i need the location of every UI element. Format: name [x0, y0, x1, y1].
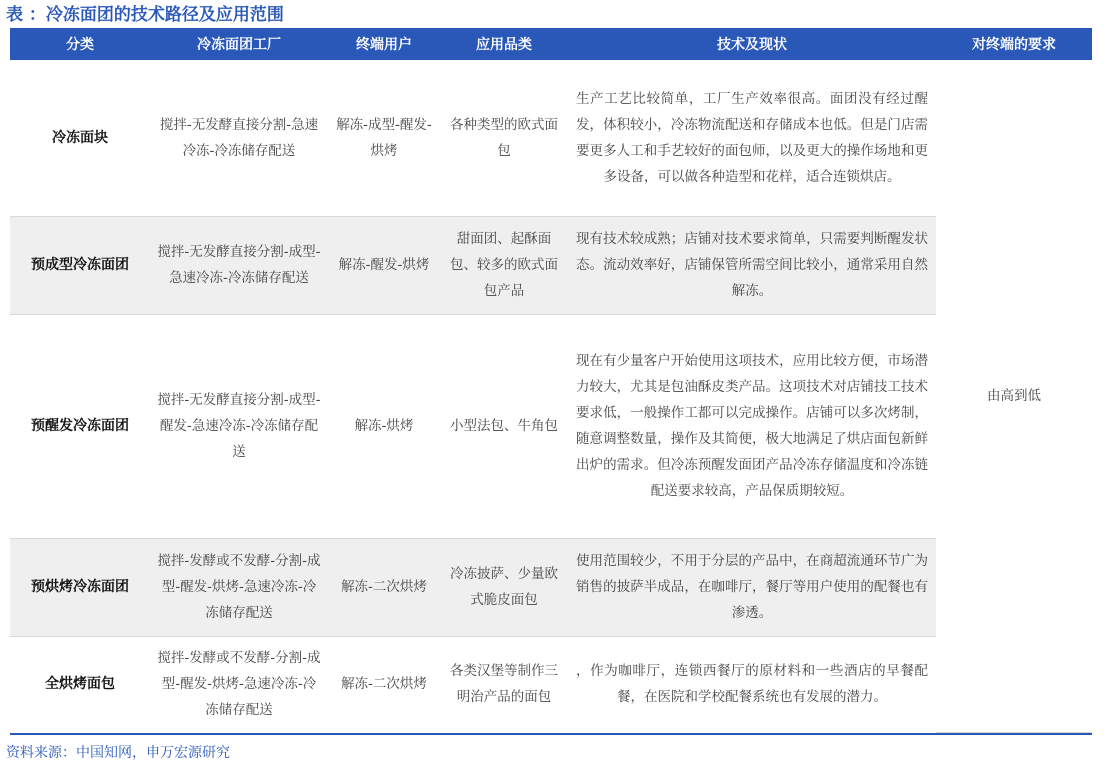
row-factory: 搅拌-无发酵直接分割-成型-醒发-急速冷冻-冷冻储存配送 [150, 314, 328, 538]
table-header-row [10, 28, 1092, 60]
header-tech: 技术及现状 [568, 28, 936, 60]
row-user: 解冻-二次烘烤 [328, 538, 440, 636]
row-factory: 搅拌-发酵或不发酵-分割-成型-醒发-烘烤-急速冷冻-冷冻储存配送 [157, 650, 321, 719]
table-row [10, 314, 1092, 538]
table-row [10, 538, 1092, 636]
row-user: 解冻-二次烘烤 [341, 676, 427, 693]
row-user: 解冻-成型-醒发-烘烤 [328, 60, 440, 216]
row-tech: ，作为咖啡厅，连锁西餐厅的原材料和一些酒店的早餐配餐，在医院和学校配餐系统也有发展的潜力。 [576, 663, 928, 706]
header-factory: 冷冻面团工厂 [150, 28, 328, 60]
header-user: 终端用户 [328, 28, 440, 60]
row-tech: 生产工艺比较简单，工厂生产效率很高。面团没有经过醒发，体积较小，冷冻物流配送和存储成本也低。但是门店需要更多人工和手艺较好的面包师，以及更大的操作场地和更多设备，可以做各种造型和花样，适合连锁烘店。 [568, 60, 936, 216]
row-factory: 搅拌-无发酵直接分割-成型-急速冷冻-冷冻储存配送 [150, 216, 328, 314]
row-user: 解冻-醒发-烘烤 [328, 216, 440, 314]
row-product: 甜面团、起酥面包、较多的欧式面包产品 [440, 216, 568, 314]
row-product: 小型法包、牛角包 [440, 314, 568, 538]
footer-divider [10, 733, 1092, 735]
row-user: 解冻-烘烤 [328, 314, 440, 538]
header-requirement: 对终端的要求 [936, 28, 1092, 60]
row-category: 预烘烤冷冻面团 [10, 538, 150, 636]
header-category: 分类 [10, 28, 150, 60]
source-note: 资料来源：中国知网，申万宏源研究 [6, 745, 230, 761]
header-product: 应用品类 [440, 28, 568, 60]
table-row [10, 60, 1092, 216]
row-product: 冷冻披萨、少量欧式脆皮面包 [440, 538, 568, 636]
row-tech: 现有技术较成熟；店铺对技术要求简单，只需要判断醒发状态。流动效率好，店铺保管所需空间比较小，通常采用自然解冻。 [568, 216, 936, 314]
row-category: 预醒发冷冻面团 [10, 314, 150, 538]
table-row [10, 216, 1092, 314]
row-tech: 现在有少量客户开始使用这项技术，应用比较方便，市场潜力较大，尤其是包油酥皮类产品。这项技术对店铺技工技术要求低，一般操作工都可以完成操作。店铺可以多次烤制，随意调整数量，操作及其简便，极大地满足了烘店面包新鲜出炉的需求。但冷冻预醒发面团产品冷冻存储温度和冷冻链配送要求较高，产品保质期较短。 [568, 314, 936, 538]
row-category: 冷冻面块 [10, 60, 150, 216]
data-table [10, 28, 1092, 733]
row-category: 预成型冷冻面团 [10, 216, 150, 314]
row-product: 各种类型的欧式面包 [440, 60, 568, 216]
row-product: 各类汉堡等制作三明治产品的面包 [450, 663, 558, 706]
row-factory: 搅拌-无发酵直接分割-急速冷冻-冷冻储存配送 [150, 60, 328, 216]
row-category: 全烘烤面包 [45, 676, 115, 693]
row-tech: 使用范围较少，不用于分层的产品中，在商超流通环节广为销售的披萨半成品，在咖啡厅，餐厅等用户使用的配餐也有渗透。 [568, 538, 936, 636]
requirement-cell: 由高到低 [936, 60, 1092, 732]
table-title: 表 ：冷冻面团的技术路径及应用范围 [6, 5, 284, 25]
table-row [10, 636, 1092, 732]
row-factory: 搅拌-发酵或不发酵-分割-成型-醒发-烘烤-急速冷冻-冷冻储存配送 [150, 538, 328, 636]
